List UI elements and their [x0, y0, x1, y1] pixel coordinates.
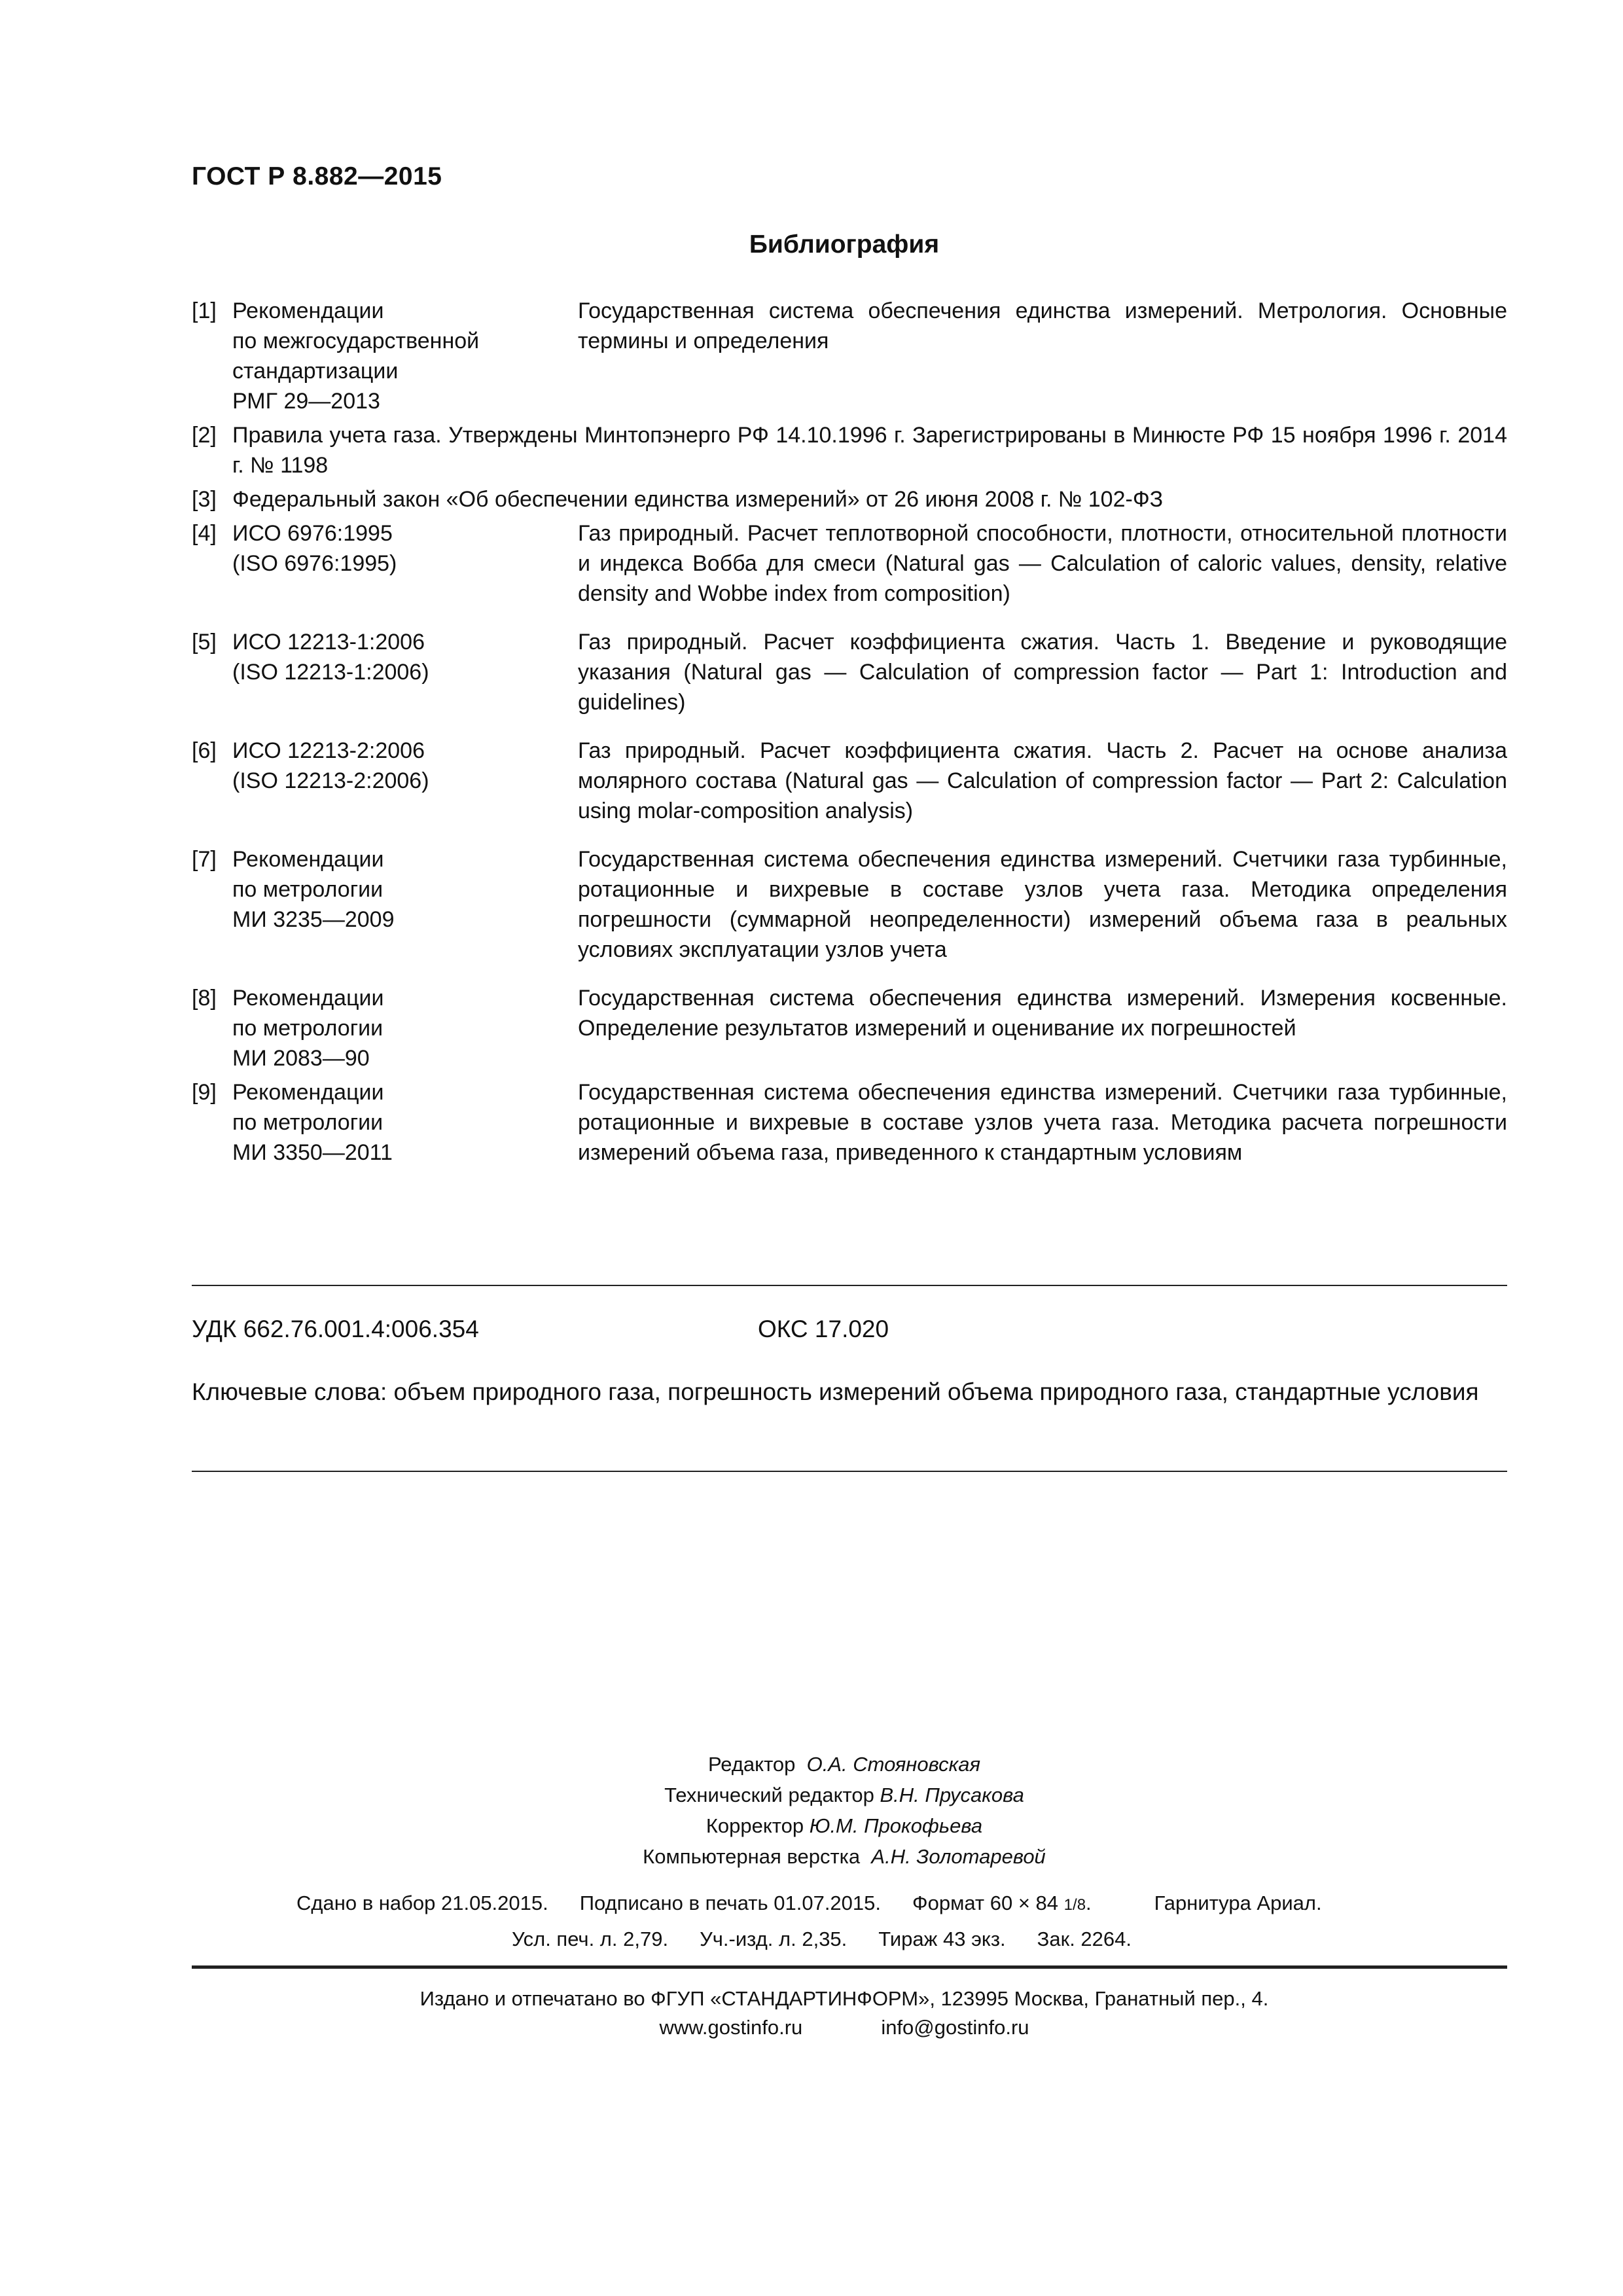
document-code: ГОСТ Р 8.882—2015	[192, 162, 442, 190]
bibliography-item	[192, 420, 1507, 480]
oks-code: ОКС 17.020	[758, 1316, 889, 1342]
divider-bottom	[192, 1471, 1507, 1472]
item-number: [6]	[192, 738, 217, 763]
tech-editor-credit: Технический редактор В.Н. Прусакова	[664, 1784, 1024, 1806]
bibliography-item	[192, 627, 1507, 717]
item-number: [1]	[192, 298, 217, 323]
item-description: Газ природный. Расчет теплотворной способности, плотности, относительной плотности и индекса Вобба для смеси (Natural gas — Calculation of caloric values, density, relative density and Wobbe index from composition)	[578, 521, 1507, 606]
publication-sheets: Уч.-изд. л. 2,35.	[700, 1928, 847, 1950]
typeface: Гарнитура Ариал.	[1154, 1892, 1322, 1914]
divider-thick	[192, 1965, 1507, 1969]
website-link[interactable]: www.gostinfo.ru	[659, 2016, 803, 2039]
print-sheets: Усл. печ. л. 2,79.	[512, 1928, 669, 1950]
item-description: Государственная система обеспечения единства измерений. Счетчики газа турбинные, ротационные и вихревые в составе узлов учета газа. Методика расчета погрешности измерений объема газа, приведенного к стандартным условиям	[578, 1080, 1507, 1165]
email-link[interactable]: info@gostinfo.ru	[881, 2016, 1029, 2039]
item-number: [5]	[192, 630, 217, 655]
item-source: ИСО 12213-2:2006 (ISO 12213-2:2006)	[232, 738, 429, 793]
item-number: [8]	[192, 986, 217, 1011]
credits-block	[0, 1749, 1623, 1872]
order-number: Зак. 2264.	[1037, 1928, 1132, 1950]
circulation: Тираж 43 экз.	[878, 1928, 1006, 1950]
item-description: Газ природный. Расчет коэффициента сжатия. Часть 2. Расчет на основе анализа молярного состава (Natural gas — Calculation of compression factor — Part 2: Calculation using molar-composition analysis)	[578, 738, 1507, 823]
item-source: Рекомендации по метрологии МИ 3350—2011	[232, 1080, 393, 1165]
format: Формат 60 × 84	[912, 1892, 1059, 1914]
bibliography-item	[192, 844, 1507, 965]
bibliography-item	[192, 484, 1507, 514]
bibliography-item	[192, 983, 1507, 1073]
contact-line	[0, 2013, 1623, 2042]
item-description: Газ природный. Расчет коэффициента сжатия. Часть 1. Введение и руководящие указания (Natural gas — Calculation of compression factor — Part 1: Introduction and guidelines)	[578, 630, 1507, 715]
item-source: Рекомендации по метрологии МИ 3235—2009	[232, 847, 395, 932]
print-info-line-1: Сдано в набор 21.05.2015. Подписано в печать 01.07.2015. Формат 60 × 84 1/8. Гарнитура Ариал.	[296, 1892, 1322, 1914]
item-source: Рекомендации по межгосударственной стандартизации РМГ 29—2013	[232, 298, 480, 414]
item-description: Правила учета газа. Утверждены Минтопэнерго РФ 14.10.1996 г. Зарегистрированы в Минюсте РФ 15 ноября 1996 г. 2014 г. № 1198	[232, 423, 1507, 478]
divider-top	[192, 1285, 1507, 1286]
bibliography-item	[192, 736, 1507, 826]
bibliography-title: Библиография	[749, 230, 940, 259]
submitted-date: Сдано в набор 21.05.2015.	[296, 1892, 548, 1914]
item-source: ИСО 6976:1995 (ISO 6976:1995)	[232, 521, 397, 576]
corrector-credit: Корректор Ю.М. Прокофьева	[705, 1814, 983, 1837]
item-description: Государственная система обеспечения единства измерений. Измерения косвенные. Определение результатов измерений и оценивание их погрешностей	[578, 986, 1507, 1041]
layout-credit: Компьютерная верстка А.Н. Золотаревой	[643, 1845, 1046, 1868]
item-number: [3]	[192, 487, 217, 512]
item-description: Федеральный закон «Об обеспечении единства измерений» от 26 июня 2008 г. № 102-ФЗ	[232, 487, 1164, 512]
item-number: [2]	[192, 423, 217, 448]
bibliography-list	[192, 296, 1507, 1172]
bibliography-item	[192, 296, 1507, 416]
print-info-line-2	[512, 1928, 1132, 1951]
format-fraction: 1/8	[1063, 1896, 1086, 1914]
item-number: [9]	[192, 1080, 217, 1105]
item-number: [4]	[192, 521, 217, 546]
item-description: Государственная система обеспечения единства измерений. Метрология. Основные термины и определения	[578, 298, 1507, 353]
item-source: ИСО 12213-1:2006 (ISO 12213-1:2006)	[232, 630, 429, 685]
publisher-info: Издано и отпечатано во ФГУП «СТАНДАРТИНФОРМ», 123995 Москва, Гранатный пер., 4.	[419, 1987, 1269, 2010]
bibliography-item	[192, 518, 1507, 609]
imprint-block	[0, 1984, 1623, 2042]
signed-date: Подписано в печать 01.07.2015.	[579, 1892, 882, 1914]
item-number: [7]	[192, 847, 217, 872]
item-source: Рекомендации по метрологии МИ 2083—90	[232, 986, 384, 1071]
udk-code: УДК 662.76.001.4:006.354	[192, 1316, 479, 1342]
keywords: Ключевые слова: объем природного газа, погрешность измерений объема природного газа, стандартные условия	[192, 1378, 1479, 1405]
item-description: Государственная система обеспечения единства измерений. Счетчики газа турбинные, ротационные и вихревые в составе узлов учета газа. Методика определения погрешности (суммарной неопределенности) измерений объема газа в реальных условиях эксплуатации узлов учета	[578, 847, 1507, 962]
bibliography-item	[192, 1077, 1507, 1168]
editor-credit: Редактор О.А. Стояновская	[707, 1753, 981, 1776]
